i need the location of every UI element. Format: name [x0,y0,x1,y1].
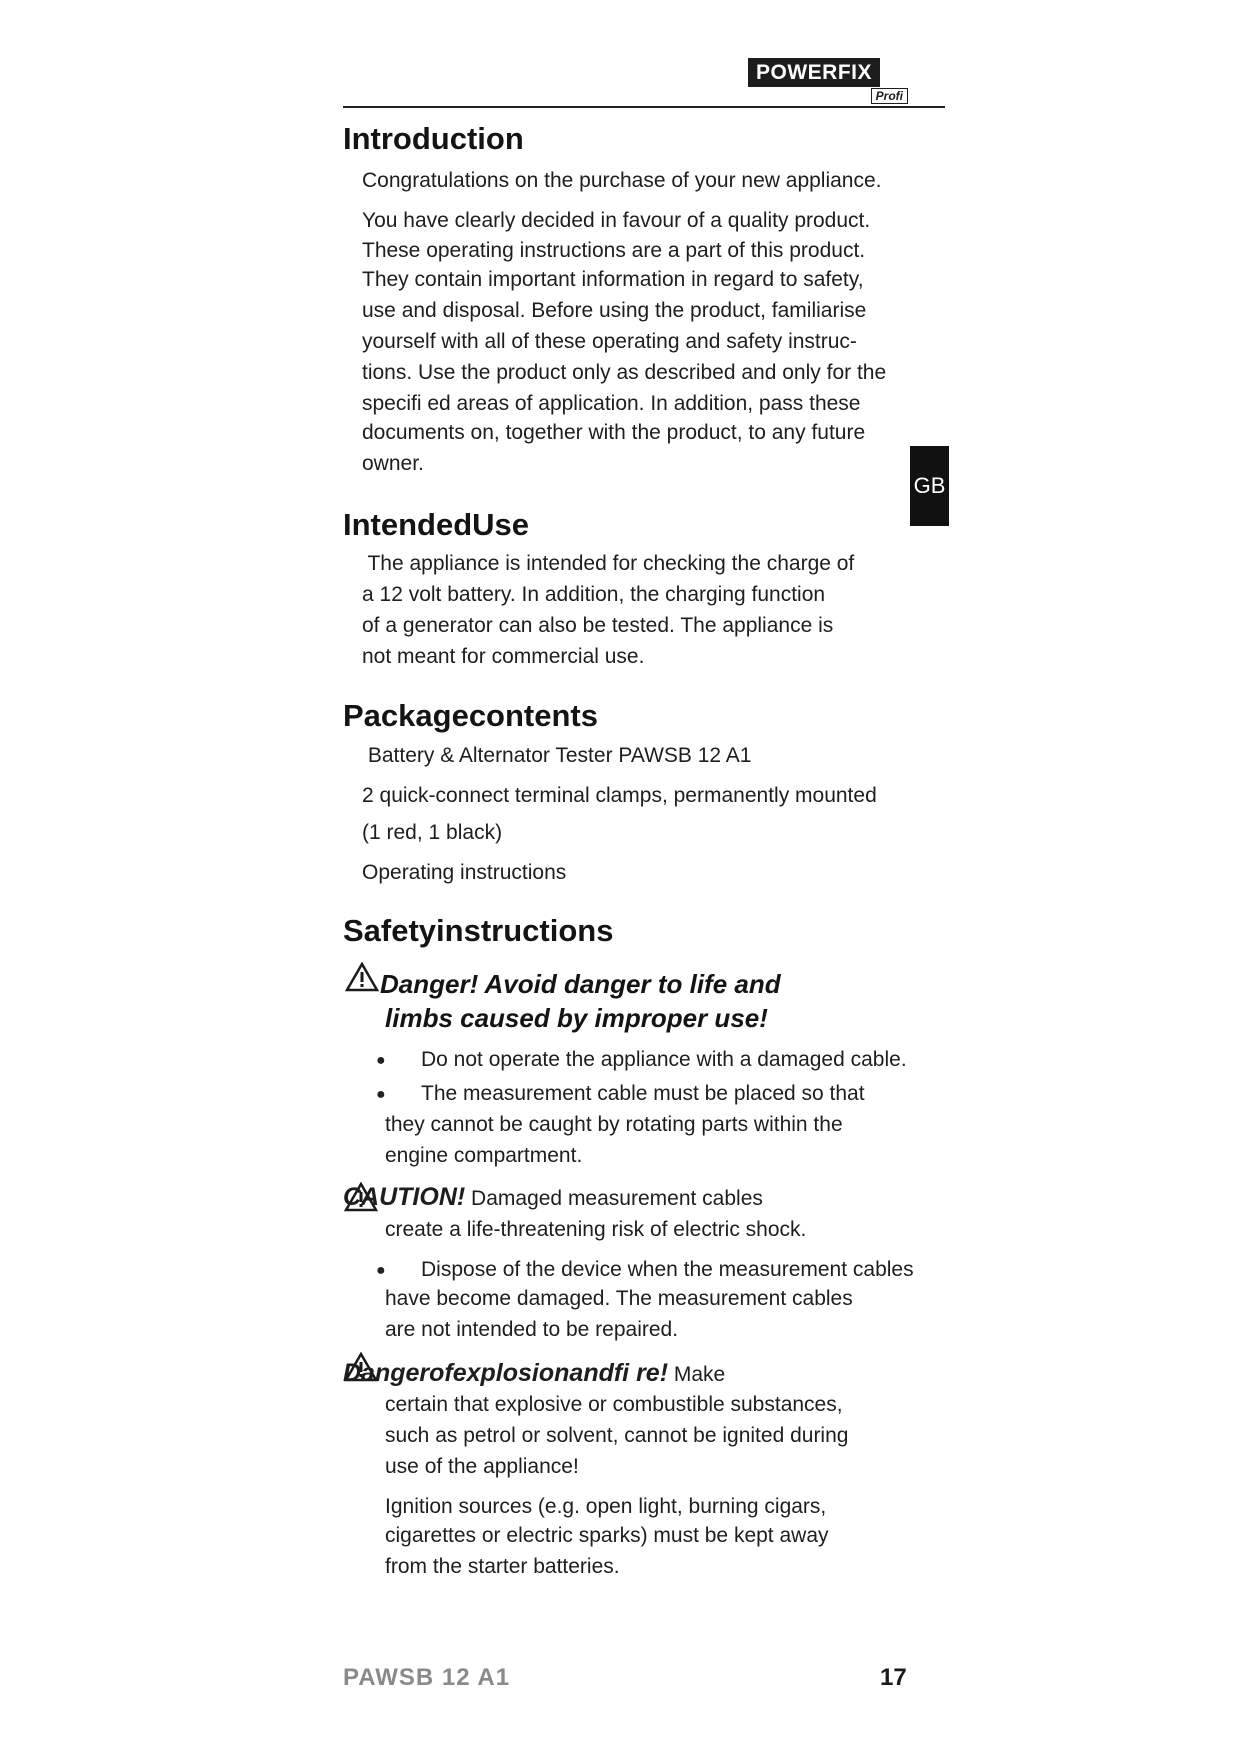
safety-bullet-2: engine compartment. [385,1144,583,1167]
introduction-line: owner. [362,452,424,475]
danger-title-line2: limbs caused by improper use! [385,1003,768,1033]
warning-triangle-icon [345,962,379,992]
introduction-line: You have clearly decided in favour of a quality product. [362,209,871,232]
footer-model: PAWSB 12 A1 [343,1664,511,1691]
safety-heading: Safetyinstructions [343,913,614,948]
safety-bullet-2: The measurement cable must be placed so that [421,1082,865,1105]
explosion-line: certain that explosive or combustible substances, [385,1393,843,1416]
intended-use-heading: IntendedUse [343,507,530,542]
caution-line2: create a life-threatening risk of electric shock. [385,1218,807,1241]
bullet-dot: ● [376,1086,386,1103]
brand-name: POWERFIX [748,58,880,87]
intended-use-line: a 12 volt battery. In addition, the charging function [362,583,826,606]
ignition-line: cigarettes or electric sparks) must be kept away [385,1524,829,1547]
explosion-line: such as petrol or solvent, cannot be ignited during [385,1424,849,1447]
introduction-line: tions. Use the product only as described and only for the [362,361,887,384]
package-contents-heading: Packagecontents [343,698,598,733]
brand-sub: Profi [871,88,908,104]
introduction-p1: Congratulations on the purchase of your new appliance. [362,169,882,192]
language-tab: GB [910,446,949,526]
introduction-line: yourself with all of these operating and safety instruc- [362,330,857,353]
danger-title-line1: Danger! Avoid danger to life and [380,969,781,999]
introduction-heading: Introduction [343,121,524,156]
bullet-dot: ● [376,1262,386,1279]
ignition-line: from the starter batteries. [385,1555,620,1578]
safety-bullet-2: they cannot be caught by rotating parts within the [385,1113,843,1136]
package-item: Battery & Alternator Tester PAWSB 12 A1 [362,744,752,767]
caution-text: Damaged measurement cables [465,1187,763,1210]
package-item: (1 red, 1 black) [362,821,503,844]
introduction-line: specifi ed areas of application. In addition, pass these [362,392,861,415]
page-number: 17 [880,1664,907,1691]
explosion-line1 [343,1359,725,1389]
introduction-line: They contain important information in regard to safety, [362,268,864,291]
intended-use-line: not meant for commercial use. [362,645,645,668]
explosion-text: Make [668,1363,726,1386]
introduction-line: use and disposal. Before using the product, familiarise [362,299,867,322]
intended-use-line: of a generator can also be tested. The appliance is [362,614,834,637]
package-item: Operating instructions [362,861,567,884]
safety-bullet-1: Do not operate the appliance with a damaged cable. [421,1048,907,1071]
caution-label: CAUTION! [343,1183,466,1211]
header-rule [343,106,945,108]
safety-bullet-3: Dispose of the device when the measurement cables [421,1258,914,1281]
introduction-line: documents on, together with the product, to any future [362,421,866,444]
explosion-label: Dangerofexplosionandfi re! [343,1359,669,1387]
explosion-line: use of the appliance! [385,1455,579,1478]
introduction-line: These operating instructions are a part of this product. [362,239,866,262]
safety-bullet-3: are not intended to be repaired. [385,1318,679,1341]
bullet-dot: ● [376,1052,386,1069]
caution-line1 [343,1183,763,1213]
safety-bullet-3: have become damaged. The measurement cables [385,1287,853,1310]
brand-logo [748,58,908,104]
package-item: 2 quick-connect terminal clamps, permanently mounted [362,784,877,807]
ignition-line: Ignition sources (e.g. open light, burning cigars, [385,1495,827,1518]
intended-use-line: The appliance is intended for checking the charge of [362,552,855,575]
